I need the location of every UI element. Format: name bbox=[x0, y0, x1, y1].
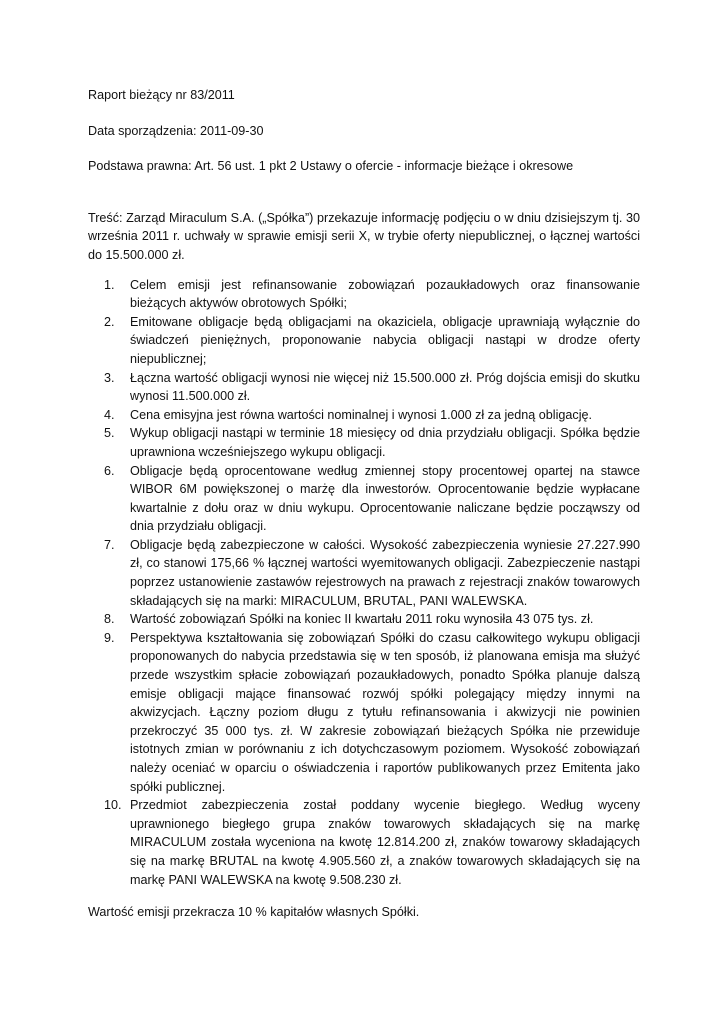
list-item bbox=[104, 369, 640, 406]
list-item-text: Wykup obligacji nastąpi w terminie 18 miesięcy od dnia przydziału obligacji. Spółka będzie uprawniona wcześniejszego wykupu obligacji. bbox=[130, 426, 640, 459]
list-item bbox=[104, 462, 640, 536]
list-item-number: 7. bbox=[104, 537, 115, 552]
report-number: Raport bieżący nr 83/2011 bbox=[88, 88, 235, 102]
list-item-number: 4. bbox=[104, 407, 115, 422]
points-list bbox=[88, 276, 640, 890]
report-content bbox=[88, 209, 640, 922]
list-item bbox=[104, 536, 640, 610]
list-item-text: Wartość zobowiązań Spółki na koniec II kwartału 2011 roku wynosiła 43 075 tys. zł. bbox=[130, 612, 594, 627]
list-item-text: Perspektywa kształtowania się zobowiązań Spółki do czasu całkowitego wykupu obligacji proponowanych do nabycia przedstawia się w ten sposób, iż planowana emisja ma służyć przede wszystkim spłacie zobowiązań pozaukładowych, ponadto Spółka planuje dalszą emisje obligacji mające finansować rozwój spółki polegający między innymi na akwizycjach. Łączny poziom długu z tytułu refinansowania i akwizycji nie powinien przekroczyć 35 000 tys. zł. W zakresie zobowiązań bieżących Spółka nie przewiduje istotnych zmian w porównaniu z ich dotychczasowym poziomem. Wysokość zobowiązań należy oceniać w oparciu o oświadczenia i raportów publikowanych przez Emitenta jako spółki publicznej. bbox=[130, 630, 640, 794]
list-item-text: Przedmiot zabezpieczenia został poddany wycenie biegłego. Według wyceny uprawnionego biegłego grupa znaków towarowych składających się na markę MIRACULUM została wyceniona na kwotę 12.814.200 zł, znaków towarowy składających się na markę BRUTAL na kwotę 4.905.560 zł, a znaków towarowych składających się na markę PANI WALEWSKA na kwotę 9.508.230 zł. bbox=[130, 798, 640, 887]
list-item bbox=[104, 796, 640, 889]
list-item-number: 6. bbox=[104, 463, 115, 478]
list-item-number: 10. bbox=[104, 798, 122, 813]
list-item bbox=[104, 313, 640, 369]
document-page bbox=[88, 86, 640, 922]
list-item-text: Cena emisyjna jest równa wartości nominalnej i wynosi 1.000 zł za jedną obligację. bbox=[130, 407, 593, 422]
list-item-text: Obligacje będą zabezpieczone w całości. Wysokość zabezpieczenia wyniesie 27.227.990 zł, co stanowi 175,66 % łącznej wartości wyemitowanych obligacji. Zabezpieczenie nastąpi poprzez ustanowienie zastawów rejestrowych na prawach z rejestracji znaków towarowych składających się na marki: MIRACULUM, BRUTAL, PANI WALEWSKA. bbox=[130, 537, 640, 608]
list-item-text: Celem emisji jest refinansowanie zobowiązań pozaukładowych oraz finansowanie bieżących aktywów obrotowych Spółki; bbox=[130, 277, 640, 311]
legal-basis: Podstawa prawna: Art. 56 ust. 1 pkt 2 Ustawy o ofercie - informacje bieżące i okresowe bbox=[88, 159, 574, 174]
report-date: Data sporządzenia: 2011-09-30 bbox=[88, 123, 264, 138]
list-item-number: 1. bbox=[104, 277, 115, 292]
list-item bbox=[104, 424, 640, 461]
list-item-number: 8. bbox=[104, 612, 115, 627]
list-item bbox=[104, 276, 640, 313]
list-item-number: 3. bbox=[104, 370, 115, 385]
content-closing: Wartość emisji przekracza 10 % kapitałów własnych Spółki. bbox=[88, 905, 420, 920]
list-item-text: Emitowane obligacje będą obligacjami na okaziciela, obligacje uprawniają wyłącznie do świadczeń pieniężnych, proponowanie nabycia obligacji nastąpi w drodze oferty niepublicznej; bbox=[130, 314, 640, 366]
list-item bbox=[104, 629, 640, 796]
list-item-number: 9. bbox=[104, 630, 115, 645]
content-intro: Treść: Zarząd Miraculum S.A. („Spółka”) przekazuje informację podjęciu o w dniu dzisiejszym tj. 30 września 2011 r. uchwały w sprawie emisji serii X, w trybie oferty niepublicznej, o łącznej wartości do 15.500.000 zł. bbox=[88, 210, 640, 262]
list-item-text: Łączna wartość obligacji wynosi nie więcej niż 15.500.000 zł. Próg dojścia emisji do skutku wynosi 11.500.000 zł. bbox=[130, 370, 640, 404]
list-item bbox=[104, 610, 640, 629]
list-item-text: Obligacje będą oprocentowane według zmiennej stopy procentowej opartej na stawce WIBOR 6M powiększonej o marżę dla inwestorów. Oprocentowanie będzie wypłacane kwartalnie z dołu oraz w dniu wykupu. Oprocentowanie naliczane będzie począwszy od dnia przydziału obligacji. bbox=[130, 463, 640, 534]
list-item-number: 5. bbox=[104, 426, 115, 441]
list-item bbox=[104, 406, 640, 425]
list-item-number: 2. bbox=[104, 314, 115, 329]
